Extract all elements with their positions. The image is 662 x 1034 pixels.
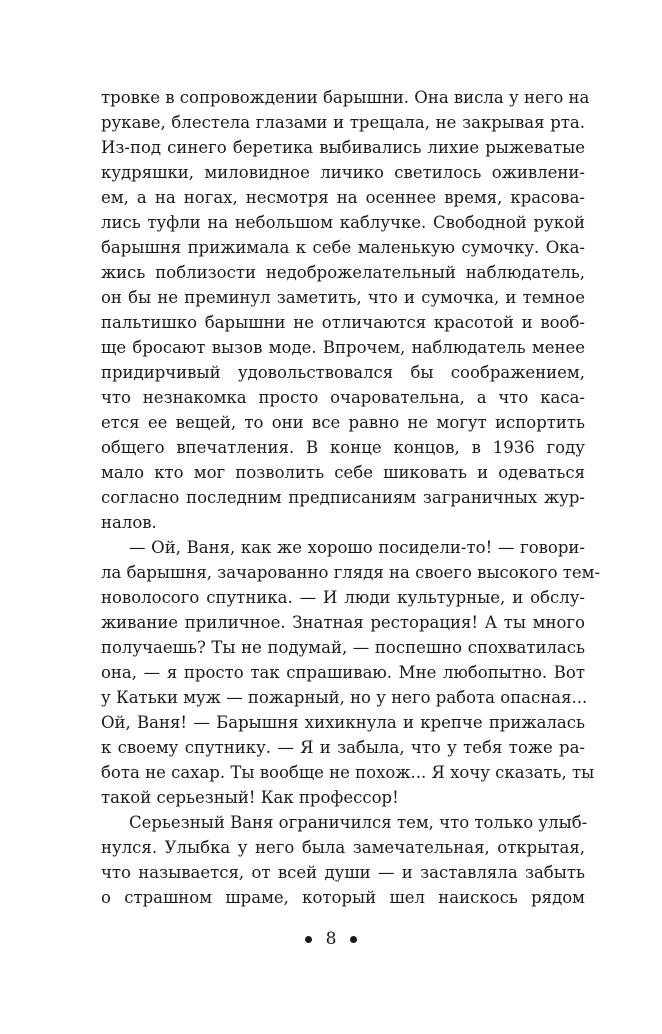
paragraph — [101, 85, 590, 535]
right-bullet-icon — [350, 936, 357, 943]
text-line: тровке в сопровождении барышни. Она висла у него на — [101, 88, 590, 107]
text-line: жись поблизости недоброжелательный наблюдатель, — [101, 263, 585, 282]
text-line: мало кто мог позволить себе шиковать и одеваться — [101, 463, 585, 482]
text-line: нулся. Улыбка у него была замечательная, открытая, — [101, 838, 585, 857]
text-line: кудряшки, миловидное личико светилось оживлени- — [101, 163, 585, 182]
text-line: ем, а на ногах, несмотря на осеннее время, красова- — [101, 188, 585, 207]
text-line: налов. — [101, 513, 157, 532]
text-line: получаешь? Ты не подумай, — поспешно спохватилась — [101, 638, 585, 657]
text-line: у Катьки муж — пожарный, но у него работа опасная... — [101, 688, 588, 707]
text-line: что незнакомка просто очаровательна, а что каса- — [101, 388, 585, 407]
text-line: общего впечатления. В конце концов, в 1936 году — [101, 438, 585, 457]
text-line: Ой, Ваня! — Барышня хихикнула и крепче прижалась — [101, 713, 585, 732]
left-bullet-icon — [305, 936, 312, 943]
text-line: Из-под синего беретика выбивались лихие рыжеватые — [101, 138, 585, 157]
text-line: барышня прижимала к себе маленькую сумочку. Ока- — [101, 238, 585, 257]
text-line: такой серьезный! Как профессор! — [101, 788, 399, 807]
text-line: что называется, от всей души — и заставляла забыть — [101, 863, 585, 882]
text-line: новолосого спутника. — И люди культурные, и обслу- — [101, 588, 585, 607]
paragraph — [101, 810, 588, 910]
text-line: пальтишко барышни не отличаются красотой и вооб- — [101, 313, 585, 332]
text-line: ще бросают вызов моде. Впрочем, наблюдатель менее — [101, 338, 585, 357]
text-line: рукаве, блестела глазами и трещала, не закрывая рта. — [101, 113, 585, 132]
text-line: лись туфли на небольшом каблучке. Свободной рукой — [101, 213, 585, 232]
body-text — [101, 85, 601, 910]
text-line: придирчивый удовольствовался бы соображением, — [101, 363, 585, 382]
text-line: бота не сахар. Ты вообще не похож... Я хочу сказать, ты — [101, 763, 595, 782]
paragraph — [101, 535, 601, 810]
text-line: он бы не преминул заметить, что и сумочка, и темное — [101, 288, 585, 307]
text-line: ется ее вещей, то они все равно не могут испортить — [101, 413, 585, 432]
text-line: согласно последним предписаниям заграничных жур- — [101, 488, 585, 507]
text-line: живание приличное. Знатная ресторация! А ты много — [101, 613, 585, 632]
page-number: 8 — [325, 929, 337, 949]
page-footer — [0, 926, 662, 952]
text-line: — Ой, Ваня, как же хорошо посидели-то! — говори- — [129, 538, 585, 557]
text-line: она, — я просто так спрашиваю. Мне любопытно. Вот — [101, 663, 585, 682]
text-line: о страшном шраме, который шел наискось рядом — [101, 888, 585, 907]
text-line: к своему спутнику. — Я и забыла, что у тебя тоже ра- — [101, 738, 585, 757]
text-line: Серьезный Ваня ограничился тем, что только улыб- — [129, 813, 588, 832]
text-line: ла барышня, зачарованно глядя на своего высокого тем- — [101, 563, 601, 582]
